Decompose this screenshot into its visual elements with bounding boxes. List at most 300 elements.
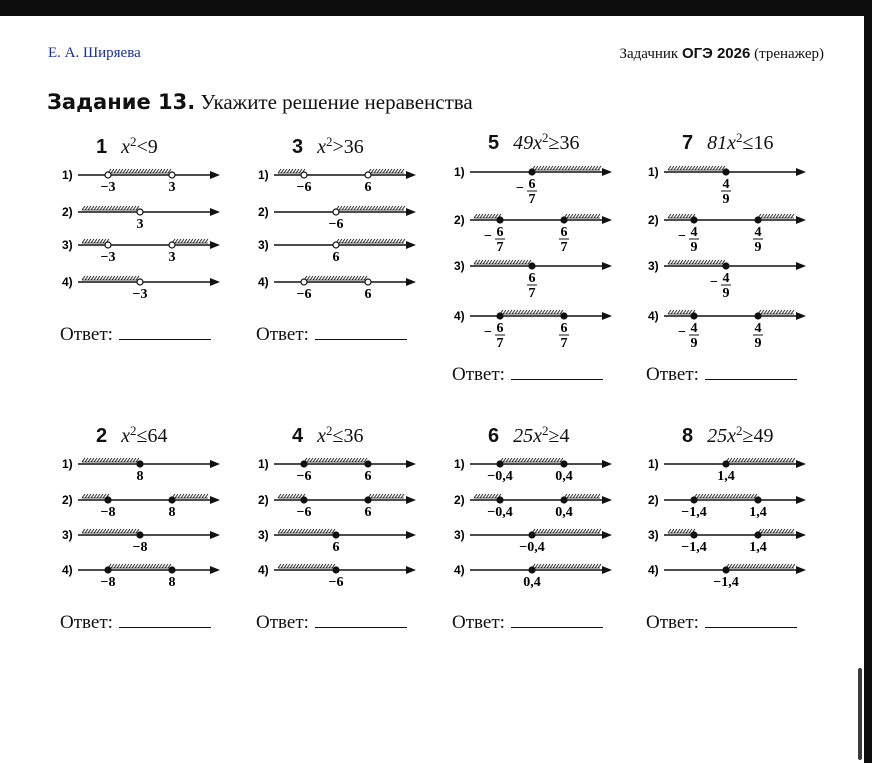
axis-arrow — [210, 208, 220, 216]
hatch-stroke — [159, 169, 162, 173]
hatch-stroke — [768, 564, 771, 568]
hatch-stroke — [329, 564, 332, 568]
hatch-stroke — [727, 494, 730, 498]
hatch-stroke — [395, 169, 398, 173]
hatch-stroke — [287, 169, 290, 173]
option-label: 2) — [258, 205, 269, 219]
hatch-stroke — [522, 260, 525, 264]
hatch-stroke — [542, 458, 545, 462]
hatch-stroke — [562, 529, 565, 533]
hatch-stroke — [193, 494, 196, 498]
hatch-stroke — [701, 260, 704, 264]
tick-label: −1,4 — [713, 575, 739, 590]
hatch-stroke — [686, 166, 689, 170]
hatch-stroke — [598, 166, 601, 170]
hatch-stroke — [548, 458, 551, 462]
hatch-stroke — [686, 529, 689, 533]
hatch-stroke — [579, 494, 582, 498]
tick-label: 6 — [364, 469, 372, 484]
hatch-stroke — [770, 214, 773, 218]
option-label: 4) — [62, 563, 73, 577]
hatch-stroke — [278, 564, 281, 568]
hatch-stroke — [307, 276, 310, 280]
hatch-stroke — [354, 206, 357, 210]
hatch-stroke — [535, 529, 538, 533]
hatch-stroke — [311, 529, 314, 533]
hatch-stroke — [516, 260, 519, 264]
hatch-stroke — [381, 239, 384, 243]
filled-point — [723, 461, 729, 467]
hatch-stroke — [82, 276, 85, 280]
hatch-stroke — [374, 494, 377, 498]
hatch-stroke — [124, 529, 127, 533]
tick-label: 1,4 — [749, 505, 767, 520]
hatch-stroke — [88, 206, 91, 210]
open-point — [301, 172, 307, 178]
hatch-stroke — [115, 529, 118, 533]
hatch-stroke — [668, 310, 671, 314]
hatch-stroke — [524, 458, 527, 462]
option-label: 4) — [258, 275, 269, 289]
filled-point — [691, 532, 697, 538]
hatch-stroke — [390, 206, 393, 210]
hatch-stroke — [284, 564, 287, 568]
hatch-stroke — [592, 529, 595, 533]
hatch-stroke — [375, 206, 378, 210]
hatch-stroke — [314, 564, 317, 568]
hatch-stroke — [536, 310, 539, 314]
hatch-stroke — [175, 494, 178, 498]
tick-label: 8 — [136, 469, 144, 484]
option-label: 4) — [454, 563, 465, 577]
open-point — [105, 242, 111, 248]
hatch-stroke — [346, 276, 349, 280]
filled-point — [169, 567, 175, 573]
hatch-stroke — [779, 529, 782, 533]
hatch-stroke — [668, 529, 671, 533]
option-label: 2) — [454, 213, 465, 227]
hatch-stroke — [371, 494, 374, 498]
hatch-stroke — [589, 166, 592, 170]
hatch-stroke — [375, 239, 378, 243]
hatch-stroke — [538, 166, 541, 170]
filled-point — [365, 461, 371, 467]
hatch-stroke — [715, 494, 718, 498]
hatch-stroke — [205, 239, 208, 243]
hatch-stroke — [352, 458, 355, 462]
hatch-stroke — [85, 458, 88, 462]
hatch-stroke — [296, 494, 299, 498]
hatch-stroke — [184, 239, 187, 243]
filled-point — [723, 567, 729, 573]
inequality-rhs: ≥4 — [548, 425, 570, 447]
fraction-denominator: 7 — [496, 336, 504, 351]
filled-point — [755, 497, 761, 503]
inequality-rhs: ≤16 — [742, 132, 774, 154]
hatch-stroke — [372, 239, 375, 243]
fraction-sign: − — [678, 325, 686, 340]
hatch-stroke — [127, 206, 130, 210]
option-label: 1) — [62, 168, 73, 182]
hatch-stroke — [692, 166, 695, 170]
hatch-stroke — [686, 214, 689, 218]
hatch-stroke — [586, 166, 589, 170]
tick-label: −1,4 — [681, 540, 707, 555]
hatch-stroke — [780, 564, 783, 568]
axis-arrow — [796, 216, 806, 224]
hatch-stroke — [788, 529, 791, 533]
hatch-stroke — [574, 166, 577, 170]
inequality-exponent: 2 — [326, 423, 333, 438]
hatch-stroke — [88, 458, 91, 462]
hatch-stroke — [535, 564, 538, 568]
author-name: Е. А. Ширяева — [48, 45, 141, 61]
hatch-stroke — [492, 260, 495, 264]
hatch-stroke — [112, 276, 115, 280]
hatch-stroke — [118, 276, 121, 280]
hatch-stroke — [118, 458, 121, 462]
hatch-stroke — [199, 494, 202, 498]
hatch-stroke — [680, 214, 683, 218]
option-label: 3) — [62, 238, 73, 252]
hatch-stroke — [386, 169, 389, 173]
tick-label: −6 — [296, 505, 312, 520]
hatch-stroke — [724, 494, 727, 498]
hatch-stroke — [539, 458, 542, 462]
hatch-stroke — [100, 529, 103, 533]
hatch-stroke — [700, 494, 703, 498]
option-label: 2) — [62, 493, 73, 507]
hatch-stroke — [701, 166, 704, 170]
hatch-stroke — [138, 564, 141, 568]
hatch-stroke — [305, 529, 308, 533]
hatch-stroke — [106, 206, 109, 210]
hatch-stroke — [489, 214, 492, 218]
hatch-stroke — [541, 564, 544, 568]
hatch-stroke — [521, 458, 524, 462]
hatch-stroke — [130, 529, 133, 533]
hatch-stroke — [732, 564, 735, 568]
option-label: 4) — [62, 275, 73, 289]
hatch-stroke — [175, 239, 178, 243]
hatch-stroke — [88, 239, 91, 243]
fraction-denominator: 7 — [560, 336, 568, 351]
inequality-rhs: <9 — [136, 136, 158, 158]
hatch-stroke — [299, 529, 302, 533]
hatch-stroke — [506, 458, 509, 462]
hatch-stroke — [551, 458, 554, 462]
hatch-stroke — [357, 239, 360, 243]
hatch-stroke — [103, 276, 106, 280]
hatch-stroke — [588, 494, 591, 498]
hatch-stroke — [401, 169, 404, 173]
hatch-stroke — [713, 260, 716, 264]
hatch-stroke — [129, 169, 132, 173]
hatch-stroke — [480, 260, 483, 264]
option-label: 2) — [258, 493, 269, 507]
fraction-sign: − — [710, 275, 718, 290]
filled-point — [561, 497, 567, 503]
hatch-stroke — [117, 564, 120, 568]
axis-arrow — [796, 460, 806, 468]
hatch-stroke — [307, 458, 310, 462]
filled-point — [137, 461, 143, 467]
hatch-stroke — [782, 529, 785, 533]
hatch-stroke — [129, 564, 132, 568]
hatch-stroke — [559, 529, 562, 533]
hatch-stroke — [595, 166, 598, 170]
axis-arrow — [602, 460, 612, 468]
hatch-stroke — [162, 169, 165, 173]
axis-arrow — [796, 566, 806, 574]
hatch-stroke — [498, 260, 501, 264]
hatch-stroke — [325, 458, 328, 462]
fraction-denominator: 9 — [722, 286, 730, 301]
hatch-stroke — [121, 206, 124, 210]
hatch-stroke — [530, 310, 533, 314]
tick-label: 6 — [332, 540, 340, 555]
hatch-stroke — [82, 458, 85, 462]
tick-label: 3 — [168, 250, 176, 265]
hatch-stroke — [521, 310, 524, 314]
filled-point — [333, 532, 339, 538]
hatch-stroke — [389, 169, 392, 173]
hatch-stroke — [683, 310, 686, 314]
hatch-stroke — [739, 494, 742, 498]
inequality-lhs: 49x — [513, 132, 543, 154]
hatch-stroke — [594, 214, 597, 218]
tick-label: 0,4 — [555, 469, 573, 484]
hatch-stroke — [729, 564, 732, 568]
hatch-stroke — [399, 206, 402, 210]
hatch-stroke — [383, 494, 386, 498]
hatch-stroke — [147, 564, 150, 568]
hatch-stroke — [187, 494, 190, 498]
fraction-numerator: 4 — [690, 225, 698, 240]
hatch-stroke — [281, 494, 284, 498]
hatch-stroke — [477, 494, 480, 498]
hatch-stroke — [323, 529, 326, 533]
open-point — [105, 172, 111, 178]
hatch-stroke — [339, 239, 342, 243]
hatch-stroke — [114, 169, 117, 173]
hatch-stroke — [545, 310, 548, 314]
hatch-stroke — [378, 206, 381, 210]
hatch-stroke — [515, 310, 518, 314]
hatch-stroke — [392, 169, 395, 173]
hatch-stroke — [130, 458, 133, 462]
hatch-stroke — [764, 529, 767, 533]
option-label: 1) — [62, 457, 73, 471]
hatch-stroke — [395, 494, 398, 498]
filled-point — [529, 263, 535, 269]
axis-arrow — [210, 278, 220, 286]
hatch-stroke — [383, 169, 386, 173]
axis-arrow — [796, 496, 806, 504]
option-label: 2) — [648, 213, 659, 227]
hatch-stroke — [768, 458, 771, 462]
inequality-rhs: ≤64 — [136, 425, 168, 447]
hatch-stroke — [100, 206, 103, 210]
hatch-stroke — [668, 260, 671, 264]
hatch-stroke — [771, 564, 774, 568]
hatch-stroke — [91, 239, 94, 243]
hatch-stroke — [287, 529, 290, 533]
hatch-stroke — [501, 260, 504, 264]
hatch-stroke — [683, 529, 686, 533]
hatch-stroke — [358, 458, 361, 462]
hatch-stroke — [287, 564, 290, 568]
hatch-stroke — [586, 564, 589, 568]
open-point — [365, 172, 371, 178]
hatch-stroke — [377, 169, 380, 173]
hatch-stroke — [530, 458, 533, 462]
fraction-denominator: 9 — [754, 336, 762, 351]
option-label: 3) — [258, 238, 269, 252]
hatch-stroke — [320, 529, 323, 533]
hatch-stroke — [480, 494, 483, 498]
filled-point — [529, 169, 535, 175]
hatch-stroke — [568, 529, 571, 533]
tick-label: −0,4 — [519, 540, 545, 555]
hatch-stroke — [281, 529, 284, 533]
hatch-stroke — [541, 529, 544, 533]
axis-arrow — [602, 262, 612, 270]
hatch-stroke — [153, 169, 156, 173]
hatch-stroke — [153, 564, 156, 568]
hatch-stroke — [150, 564, 153, 568]
answer-label: Ответ: — [256, 612, 309, 633]
hatch-stroke — [744, 564, 747, 568]
hatch-stroke — [319, 276, 322, 280]
hatch-stroke — [591, 494, 594, 498]
hatch-stroke — [747, 564, 750, 568]
hatch-stroke — [592, 564, 595, 568]
hatch-stroke — [106, 529, 109, 533]
hatch-stroke — [94, 239, 97, 243]
hatch-stroke — [580, 564, 583, 568]
hatch-stroke — [133, 276, 136, 280]
filled-point — [691, 217, 697, 223]
hatch-stroke — [384, 239, 387, 243]
hatch-stroke — [310, 276, 313, 280]
hatch-stroke — [199, 239, 202, 243]
hatch-stroke — [399, 239, 402, 243]
hatch-stroke — [181, 239, 184, 243]
axis-arrow — [602, 496, 612, 504]
hatch-stroke — [305, 564, 308, 568]
hatch-stroke — [698, 166, 701, 170]
hatch-stroke — [302, 529, 305, 533]
hatch-stroke — [595, 529, 598, 533]
hatch-stroke — [284, 494, 287, 498]
fraction-denominator: 9 — [690, 240, 698, 255]
hatch-stroke — [121, 276, 124, 280]
hatch-stroke — [124, 458, 127, 462]
tick-label: 6 — [364, 287, 372, 302]
hatch-stroke — [771, 458, 774, 462]
hatch-stroke — [141, 564, 144, 568]
hatch-stroke — [535, 166, 538, 170]
hatch-stroke — [293, 529, 296, 533]
hatch-stroke — [776, 214, 779, 218]
hatch-stroke — [82, 206, 85, 210]
hatch-stroke — [791, 529, 794, 533]
hatch-stroke — [202, 494, 205, 498]
fraction-numerator: 6 — [528, 177, 536, 192]
book-suffix: (тренажер) — [754, 46, 824, 62]
hatch-stroke — [82, 239, 85, 243]
hatch-stroke — [342, 239, 345, 243]
hatch-stroke — [477, 214, 480, 218]
hatch-stroke — [542, 310, 545, 314]
hatch-stroke — [91, 276, 94, 280]
hatch-stroke — [127, 458, 130, 462]
hatch-stroke — [290, 169, 293, 173]
inequality-lhs: 25x — [707, 425, 737, 447]
hatch-stroke — [91, 206, 94, 210]
hatch-stroke — [190, 494, 193, 498]
hatch-stroke — [686, 260, 689, 264]
hatch-stroke — [719, 260, 722, 264]
hatch-stroke — [396, 239, 399, 243]
option-label: 1) — [258, 457, 269, 471]
hatch-stroke — [369, 206, 372, 210]
option-label: 1) — [648, 165, 659, 179]
hatch-stroke — [296, 564, 299, 568]
hatch-stroke — [680, 310, 683, 314]
hatch-stroke — [118, 529, 121, 533]
hatch-stroke — [716, 260, 719, 264]
hatch-stroke — [710, 166, 713, 170]
hatch-stroke — [363, 239, 366, 243]
hatch-stroke — [474, 494, 477, 498]
hatch-stroke — [328, 276, 331, 280]
inequality-rhs: ≥36 — [548, 132, 580, 154]
hatch-stroke — [120, 564, 123, 568]
hatch-stroke — [721, 494, 724, 498]
hatch-stroke — [707, 260, 710, 264]
hatch-stroke — [671, 529, 674, 533]
hatch-stroke — [115, 276, 118, 280]
hatch-stroke — [278, 494, 281, 498]
hatch-stroke — [773, 529, 776, 533]
axis-arrow — [210, 460, 220, 468]
hatch-stroke — [762, 458, 765, 462]
hatch-stroke — [290, 494, 293, 498]
hatch-stroke — [94, 458, 97, 462]
axis-arrow — [796, 531, 806, 539]
hatch-stroke — [683, 166, 686, 170]
hatch-stroke — [165, 169, 168, 173]
fraction-denominator: 7 — [528, 286, 536, 301]
axis-arrow — [210, 241, 220, 249]
hatch-stroke — [133, 206, 136, 210]
hatch-stroke — [674, 214, 677, 218]
hatch-stroke — [504, 260, 507, 264]
hatch-stroke — [489, 494, 492, 498]
hatch-stroke — [147, 169, 150, 173]
hatch-stroke — [594, 494, 597, 498]
hatch-stroke — [735, 564, 738, 568]
answer-label: Ответ: — [452, 364, 505, 385]
inequality-exponent: 2 — [130, 423, 137, 438]
hatch-stroke — [577, 564, 580, 568]
hatch-stroke — [773, 214, 776, 218]
axis-arrow — [406, 208, 416, 216]
problem-number: 8 — [682, 425, 694, 447]
option-label: 2) — [454, 493, 465, 507]
